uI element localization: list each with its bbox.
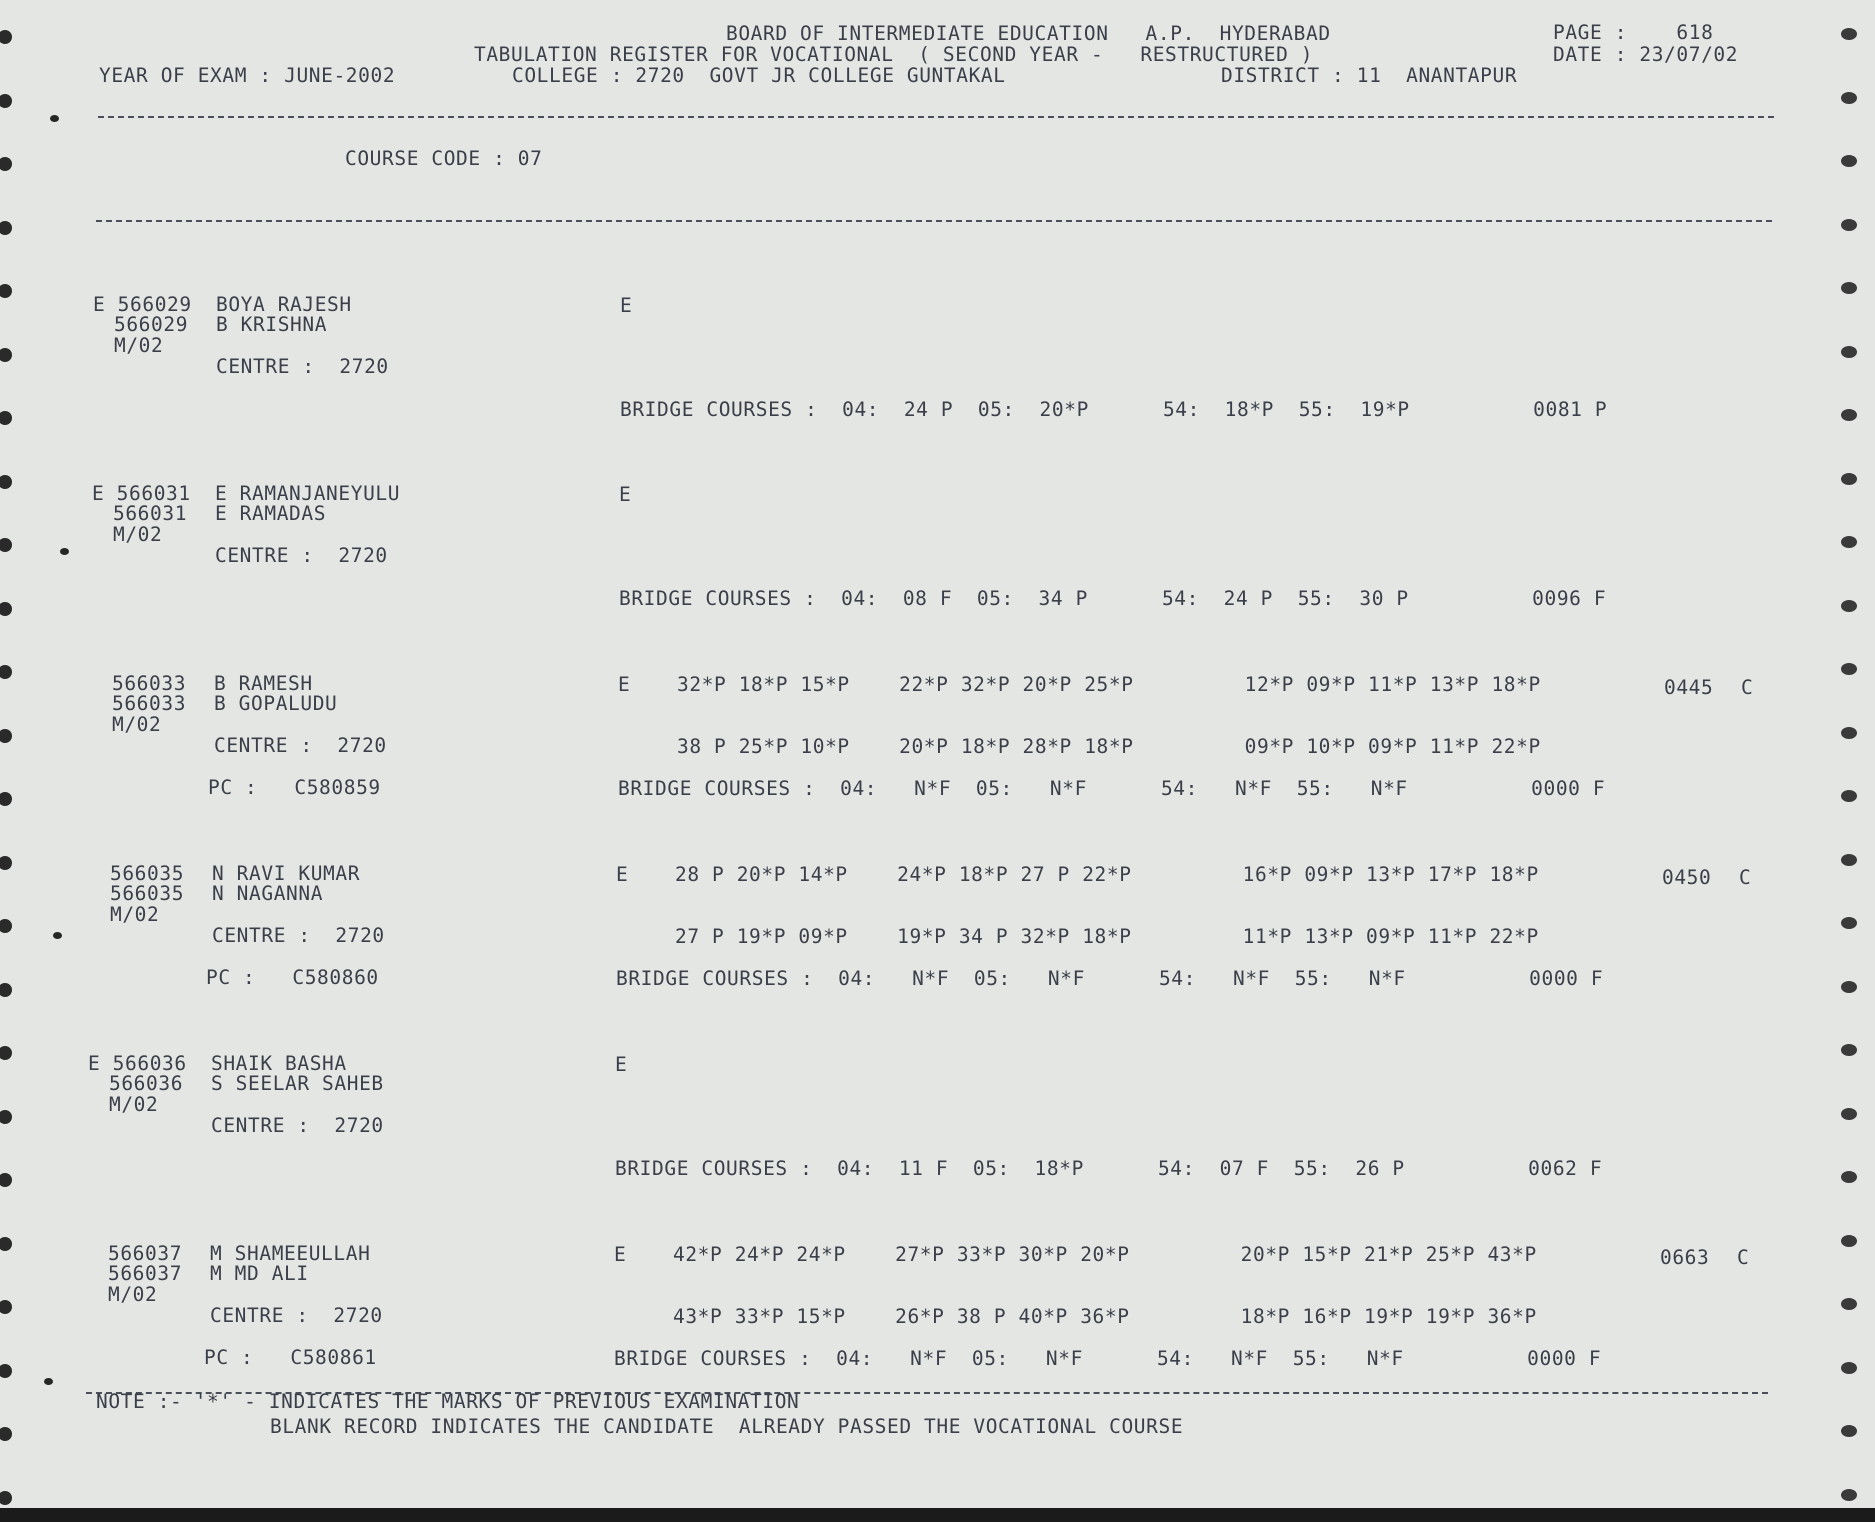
tractor-hole — [0, 221, 12, 235]
tractor-hole — [0, 30, 12, 44]
tractor-hole — [0, 1491, 12, 1505]
tractor-hole — [0, 1300, 12, 1314]
ink-dot — [53, 932, 62, 939]
note-line-2: BLANK RECORD INDICATES THE CANDIDATE ALREADY PASSED THE VOCATIONAL COURSE — [270, 1415, 1184, 1438]
marks-row-2: 43*P 33*P 15*P 26*P 38 P 40*P 36*P 18*P 16*P 19*P 19*P 36*P — [673, 1305, 1537, 1328]
candidate-name: N RAVI KUMAR — [212, 862, 361, 885]
candidate-roll-number: E 566029 — [93, 293, 192, 316]
right-tractor-holes — [1845, 0, 1875, 1508]
tractor-hole — [0, 411, 12, 425]
tractor-hole — [0, 1046, 12, 1060]
tractor-hole — [1841, 981, 1857, 993]
tractor-hole — [1841, 28, 1857, 40]
exam-session: M/02 — [109, 1093, 159, 1116]
tractor-hole — [0, 1237, 12, 1251]
candidate-name: BOYA RAJESH — [216, 293, 352, 316]
course-code: COURSE CODE : 07 — [345, 147, 543, 170]
tractor-hole — [1841, 790, 1857, 802]
tractor-hole — [0, 538, 12, 552]
tractor-hole — [1841, 155, 1857, 167]
tractor-hole — [0, 729, 12, 743]
father-name: B KRISHNA — [216, 313, 328, 336]
tractor-hole — [0, 284, 12, 298]
candidate-roll-number: E 566036 — [88, 1052, 187, 1075]
left-tractor-holes — [0, 0, 30, 1508]
tractor-hole — [1841, 1108, 1857, 1120]
tractor-hole — [1841, 1044, 1857, 1056]
tractor-hole — [1841, 1235, 1857, 1247]
total-marks: 0663 — [1660, 1246, 1710, 1269]
note-line-1: NOTE :- '*' - INDICATES THE MARKS OF PREVIOUS EXAMINATION — [96, 1390, 800, 1413]
tractor-hole — [0, 792, 12, 806]
father-name: N NAGANNA — [212, 882, 324, 905]
course-divider — [96, 220, 1772, 222]
tractor-hole — [1841, 473, 1857, 485]
tractor-hole — [1841, 1171, 1857, 1183]
board-line: BOARD OF INTERMEDIATE EDUCATION A.P. HYDERABAD — [726, 22, 1331, 45]
candidate-roll-number: 566037 — [108, 1242, 183, 1265]
centre-code: CENTRE : 2720 — [215, 544, 388, 567]
header-divider — [98, 116, 1774, 118]
tractor-hole — [1841, 536, 1857, 548]
tractor-hole — [1841, 409, 1857, 421]
candidate-roll-number-repeat: 566029 — [114, 313, 189, 336]
tractor-hole — [1841, 663, 1857, 675]
father-name: S SEELAR SAHEB — [211, 1072, 384, 1095]
tractor-hole — [0, 1364, 12, 1378]
tractor-hole — [0, 348, 12, 362]
exam-flag: E — [620, 294, 633, 317]
candidate-roll-number: 566035 — [110, 862, 185, 885]
tractor-hole — [1841, 92, 1857, 104]
centre-code: CENTRE : 2720 — [212, 924, 385, 947]
tractor-hole — [1841, 727, 1857, 739]
exam-session: M/02 — [112, 713, 162, 736]
candidate-name: B RAMESH — [214, 672, 313, 695]
exam-flag: E — [616, 863, 629, 886]
exam-session: M/02 — [110, 903, 160, 926]
tractor-hole — [1841, 854, 1857, 866]
result-code: C — [1737, 1246, 1750, 1269]
father-name: E RAMADAS — [215, 502, 327, 525]
bridge-courses: BRIDGE COURSES : 04: N*F 05: N*F 54: N*F 55: N*F 0000 F — [614, 1347, 1602, 1370]
exam-session: M/02 — [108, 1283, 158, 1306]
ink-dot — [44, 1378, 53, 1385]
pc-number: PC : C580859 — [208, 776, 381, 799]
father-name: M MD ALI — [210, 1262, 309, 1285]
exam-session: M/02 — [113, 523, 163, 546]
tractor-hole — [1841, 1489, 1857, 1501]
ink-dot — [60, 548, 69, 555]
ink-dot — [50, 115, 59, 122]
tractor-hole — [1841, 1362, 1857, 1374]
result-code: C — [1741, 676, 1754, 699]
candidate-roll-number-repeat: 566037 — [108, 1262, 183, 1285]
tractor-hole — [0, 919, 12, 933]
tractor-hole — [0, 665, 12, 679]
exam-session: M/02 — [114, 334, 164, 357]
tractor-hole — [1841, 1298, 1857, 1310]
marks-row-1: 42*P 24*P 24*P 27*P 33*P 30*P 20*P 20*P 15*P 21*P 25*P 43*P — [673, 1243, 1537, 1266]
candidate-roll-number-repeat: 566035 — [110, 882, 185, 905]
tractor-hole — [1841, 282, 1857, 294]
candidate-roll-number: E 566031 — [92, 482, 191, 505]
year-of-exam: YEAR OF EXAM : JUNE-2002 — [99, 64, 396, 87]
exam-flag: E — [615, 1053, 628, 1076]
candidate-name: SHAIK BASHA — [211, 1052, 347, 1075]
bridge-courses: BRIDGE COURSES : 04: N*F 05: N*F 54: N*F 55: N*F 0000 F — [616, 967, 1604, 990]
tractor-hole — [0, 94, 12, 108]
father-name: B GOPALUDU — [214, 692, 338, 715]
candidate-name: E RAMANJANEYULU — [215, 482, 401, 505]
exam-flag: E — [618, 673, 631, 696]
print-date: DATE : 23/07/02 — [1553, 43, 1739, 66]
pc-number: PC : C580860 — [206, 966, 379, 989]
result-code: C — [1739, 866, 1752, 889]
college-line: COLLEGE : 2720 GOVT JR COLLEGE GUNTAKAL — [512, 64, 1006, 87]
centre-code: CENTRE : 2720 — [214, 734, 387, 757]
tractor-hole — [0, 1173, 12, 1187]
tractor-hole — [1841, 1425, 1857, 1437]
tractor-hole — [1841, 600, 1857, 612]
pc-number: PC : C580861 — [204, 1346, 377, 1369]
tractor-hole — [0, 856, 12, 870]
tractor-hole — [0, 1427, 12, 1441]
page-number: PAGE : 618 — [1553, 21, 1714, 44]
tractor-hole — [0, 1110, 12, 1124]
tractor-hole — [0, 602, 12, 616]
exam-flag: E — [614, 1243, 627, 1266]
candidate-roll-number-repeat: 566031 — [113, 502, 188, 525]
total-marks: 0445 — [1664, 676, 1714, 699]
tractor-hole — [1841, 917, 1857, 929]
bridge-courses: BRIDGE COURSES : 04: N*F 05: N*F 54: N*F 55: N*F 0000 F — [618, 777, 1606, 800]
district-line: DISTRICT : 11 ANANTAPUR — [1221, 64, 1518, 87]
candidate-roll-number: 566033 — [112, 672, 187, 695]
tractor-hole — [0, 983, 12, 997]
centre-code: CENTRE : 2720 — [216, 355, 389, 378]
bridge-courses: BRIDGE COURSES : 04: 11 F 05: 18*P 54: 07 F 55: 26 P 0062 F — [615, 1157, 1603, 1180]
bridge-courses: BRIDGE COURSES : 04: 24 P 05: 20*P 54: 18*P 55: 19*P 0081 P — [620, 398, 1608, 421]
tractor-hole — [1841, 219, 1857, 231]
candidate-roll-number-repeat: 566036 — [109, 1072, 184, 1095]
marks-row-2: 27 P 19*P 09*P 19*P 34 P 32*P 18*P 11*P 13*P 09*P 11*P 22*P — [675, 925, 1539, 948]
register-line: TABULATION REGISTER FOR VOCATIONAL ( SECOND YEAR - RESTRUCTURED ) — [474, 43, 1314, 66]
candidate-roll-number-repeat: 566033 — [112, 692, 187, 715]
tractor-hole — [0, 157, 12, 171]
tractor-hole — [0, 475, 12, 489]
total-marks: 0450 — [1662, 866, 1712, 889]
exam-flag: E — [619, 483, 632, 506]
centre-code: CENTRE : 2720 — [210, 1304, 383, 1327]
marks-row-1: 32*P 18*P 15*P 22*P 32*P 20*P 25*P 12*P 09*P 11*P 13*P 18*P — [677, 673, 1541, 696]
centre-code: CENTRE : 2720 — [211, 1114, 384, 1137]
candidate-name: M SHAMEEULLAH — [210, 1242, 371, 1265]
bridge-courses: BRIDGE COURSES : 04: 08 F 05: 34 P 54: 24 P 55: 30 P 0096 F — [619, 587, 1607, 610]
marks-row-2: 38 P 25*P 10*P 20*P 18*P 28*P 18*P 09*P 10*P 09*P 11*P 22*P — [677, 735, 1541, 758]
marks-row-1: 28 P 20*P 14*P 24*P 18*P 27 P 22*P 16*P 09*P 13*P 17*P 18*P — [675, 863, 1539, 886]
tractor-hole — [1841, 346, 1857, 358]
